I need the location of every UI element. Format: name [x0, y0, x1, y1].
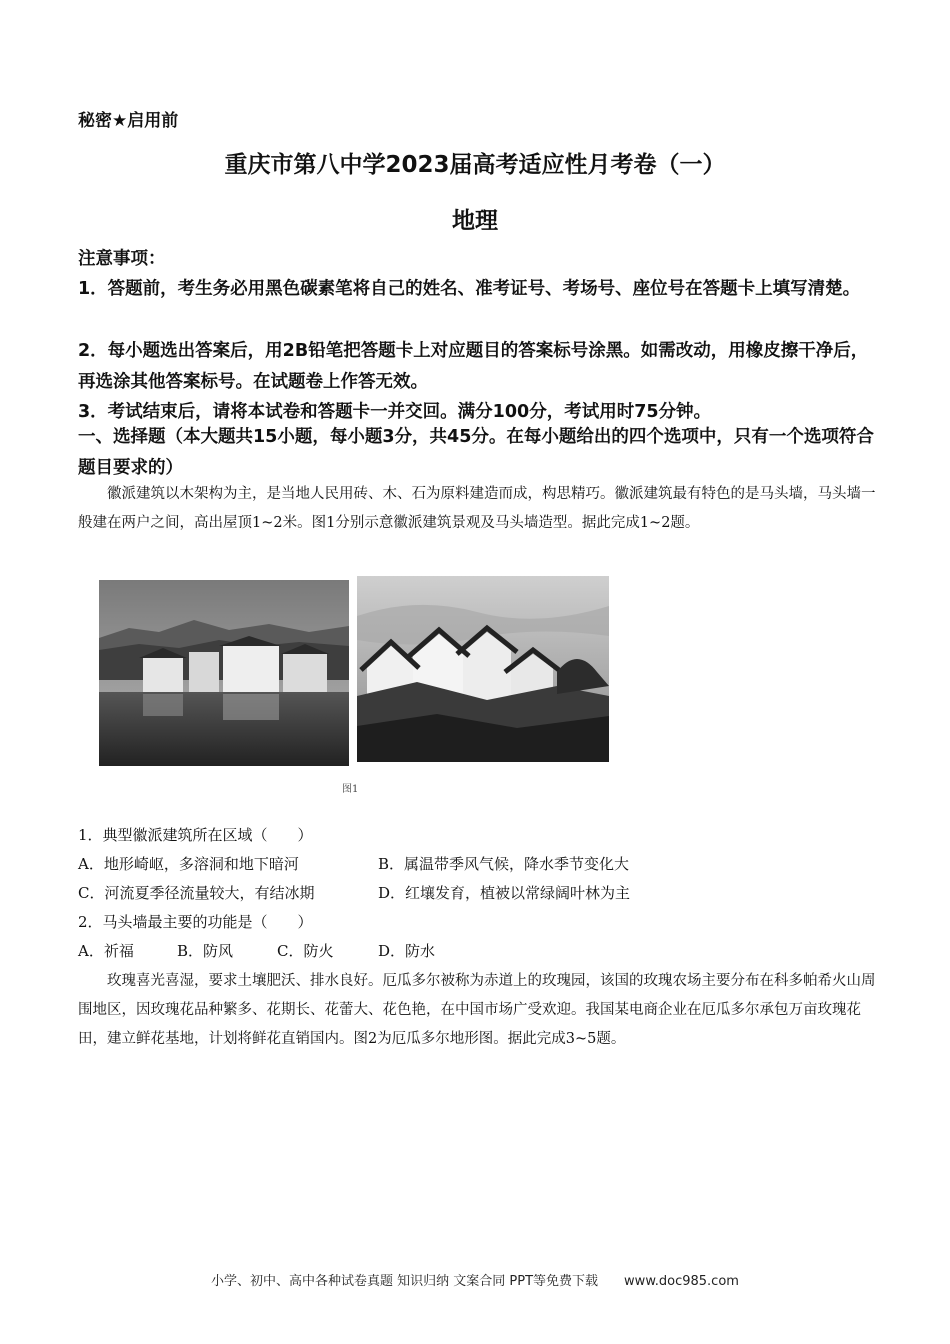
question-1-option-a: A．地形崎岖，多溶洞和地下暗河: [78, 855, 299, 873]
question-2-stem: 2．马头墙最主要的功能是（ ）: [78, 913, 313, 931]
section-heading: 一、选择题（本大题共15小题，每小题3分，共45分。在每小题给出的四个选项中，只有一个选项符合题目要求的）: [78, 427, 874, 478]
question-2-option-b: B．防风: [177, 942, 234, 960]
question-2-option-d: D．防水: [378, 942, 436, 960]
question-1-stem: 1．典型徽派建筑所在区域（ ）: [78, 826, 313, 844]
question-2-option-c: C．防火: [277, 942, 334, 960]
passage-2: 玫瑰喜光喜湿，要求土壤肥沃、排水良好。厄瓜多尔被称为赤道上的玫瑰园，该国的玫瑰农场主要分布在科多帕希火山周围地区，因玫瑰花品种繁多、花期长、花蕾大、花色艳，在中国市场广受欢迎。我国某电商企业在厄瓜多尔承包万亩玫瑰花田，建立鲜花基地，计划将鲜花直销国内。图2为厄瓜多尔地形图。据此完成3~5题。: [78, 973, 876, 1047]
notice-item-3: 3．考试结束后，请将本试卷和答题卡一并交回。满分100分，考试用时75分钟。: [78, 402, 712, 422]
secret-label: 秘密★启用前: [78, 111, 179, 131]
photo-huizhou-village: [99, 580, 349, 766]
notice-item-1: 1．答题前，考生务必用黑色碳素笔将自己的姓名、准考证号、考场号、座位号在答题卡上填写清楚。: [78, 279, 861, 299]
notice-heading: 注意事项：: [78, 249, 166, 269]
notice-item-2: 2．每小题选出答案后，用2B铅笔把答题卡上对应题目的答案标号涂黑。如需改动，用橡皮擦干净后，再选涂其他答案标号。在试题卷上作答无效。: [78, 341, 869, 392]
question-1-option-b: B．属温带季风气候，降水季节变化大: [378, 855, 630, 873]
photo-horse-head-wall: [357, 576, 609, 762]
passage-1: 徽派建筑以木架构为主，是当地人民用砖、木、石为原料建造而成，构思精巧。徽派建筑最有特色的是马头墙，马头墙一般建在两户之间，高出屋顶1~2米。图1分别示意徽派建筑景观及马头墙造型。据此完成1~2题。: [78, 486, 876, 531]
question-1-option-d: D．红壤发育，植被以常绿阔叶林为主: [378, 884, 631, 902]
question-1-option-c: C．河流夏季径流量较大，有结冰期: [78, 884, 315, 902]
question-2-option-a: A．祈福: [78, 942, 134, 960]
exam-title: 重庆市第八中学2023届高考适应性月考卷（一）: [224, 152, 726, 178]
subject-title: 地理: [452, 208, 498, 234]
figure-1-caption: 图1: [342, 784, 359, 795]
footer-ad: 小学、初中、高中各种试卷真题 知识归纳 文案合同 PPT等免费下载 www.doc985.com: [211, 1274, 739, 1289]
